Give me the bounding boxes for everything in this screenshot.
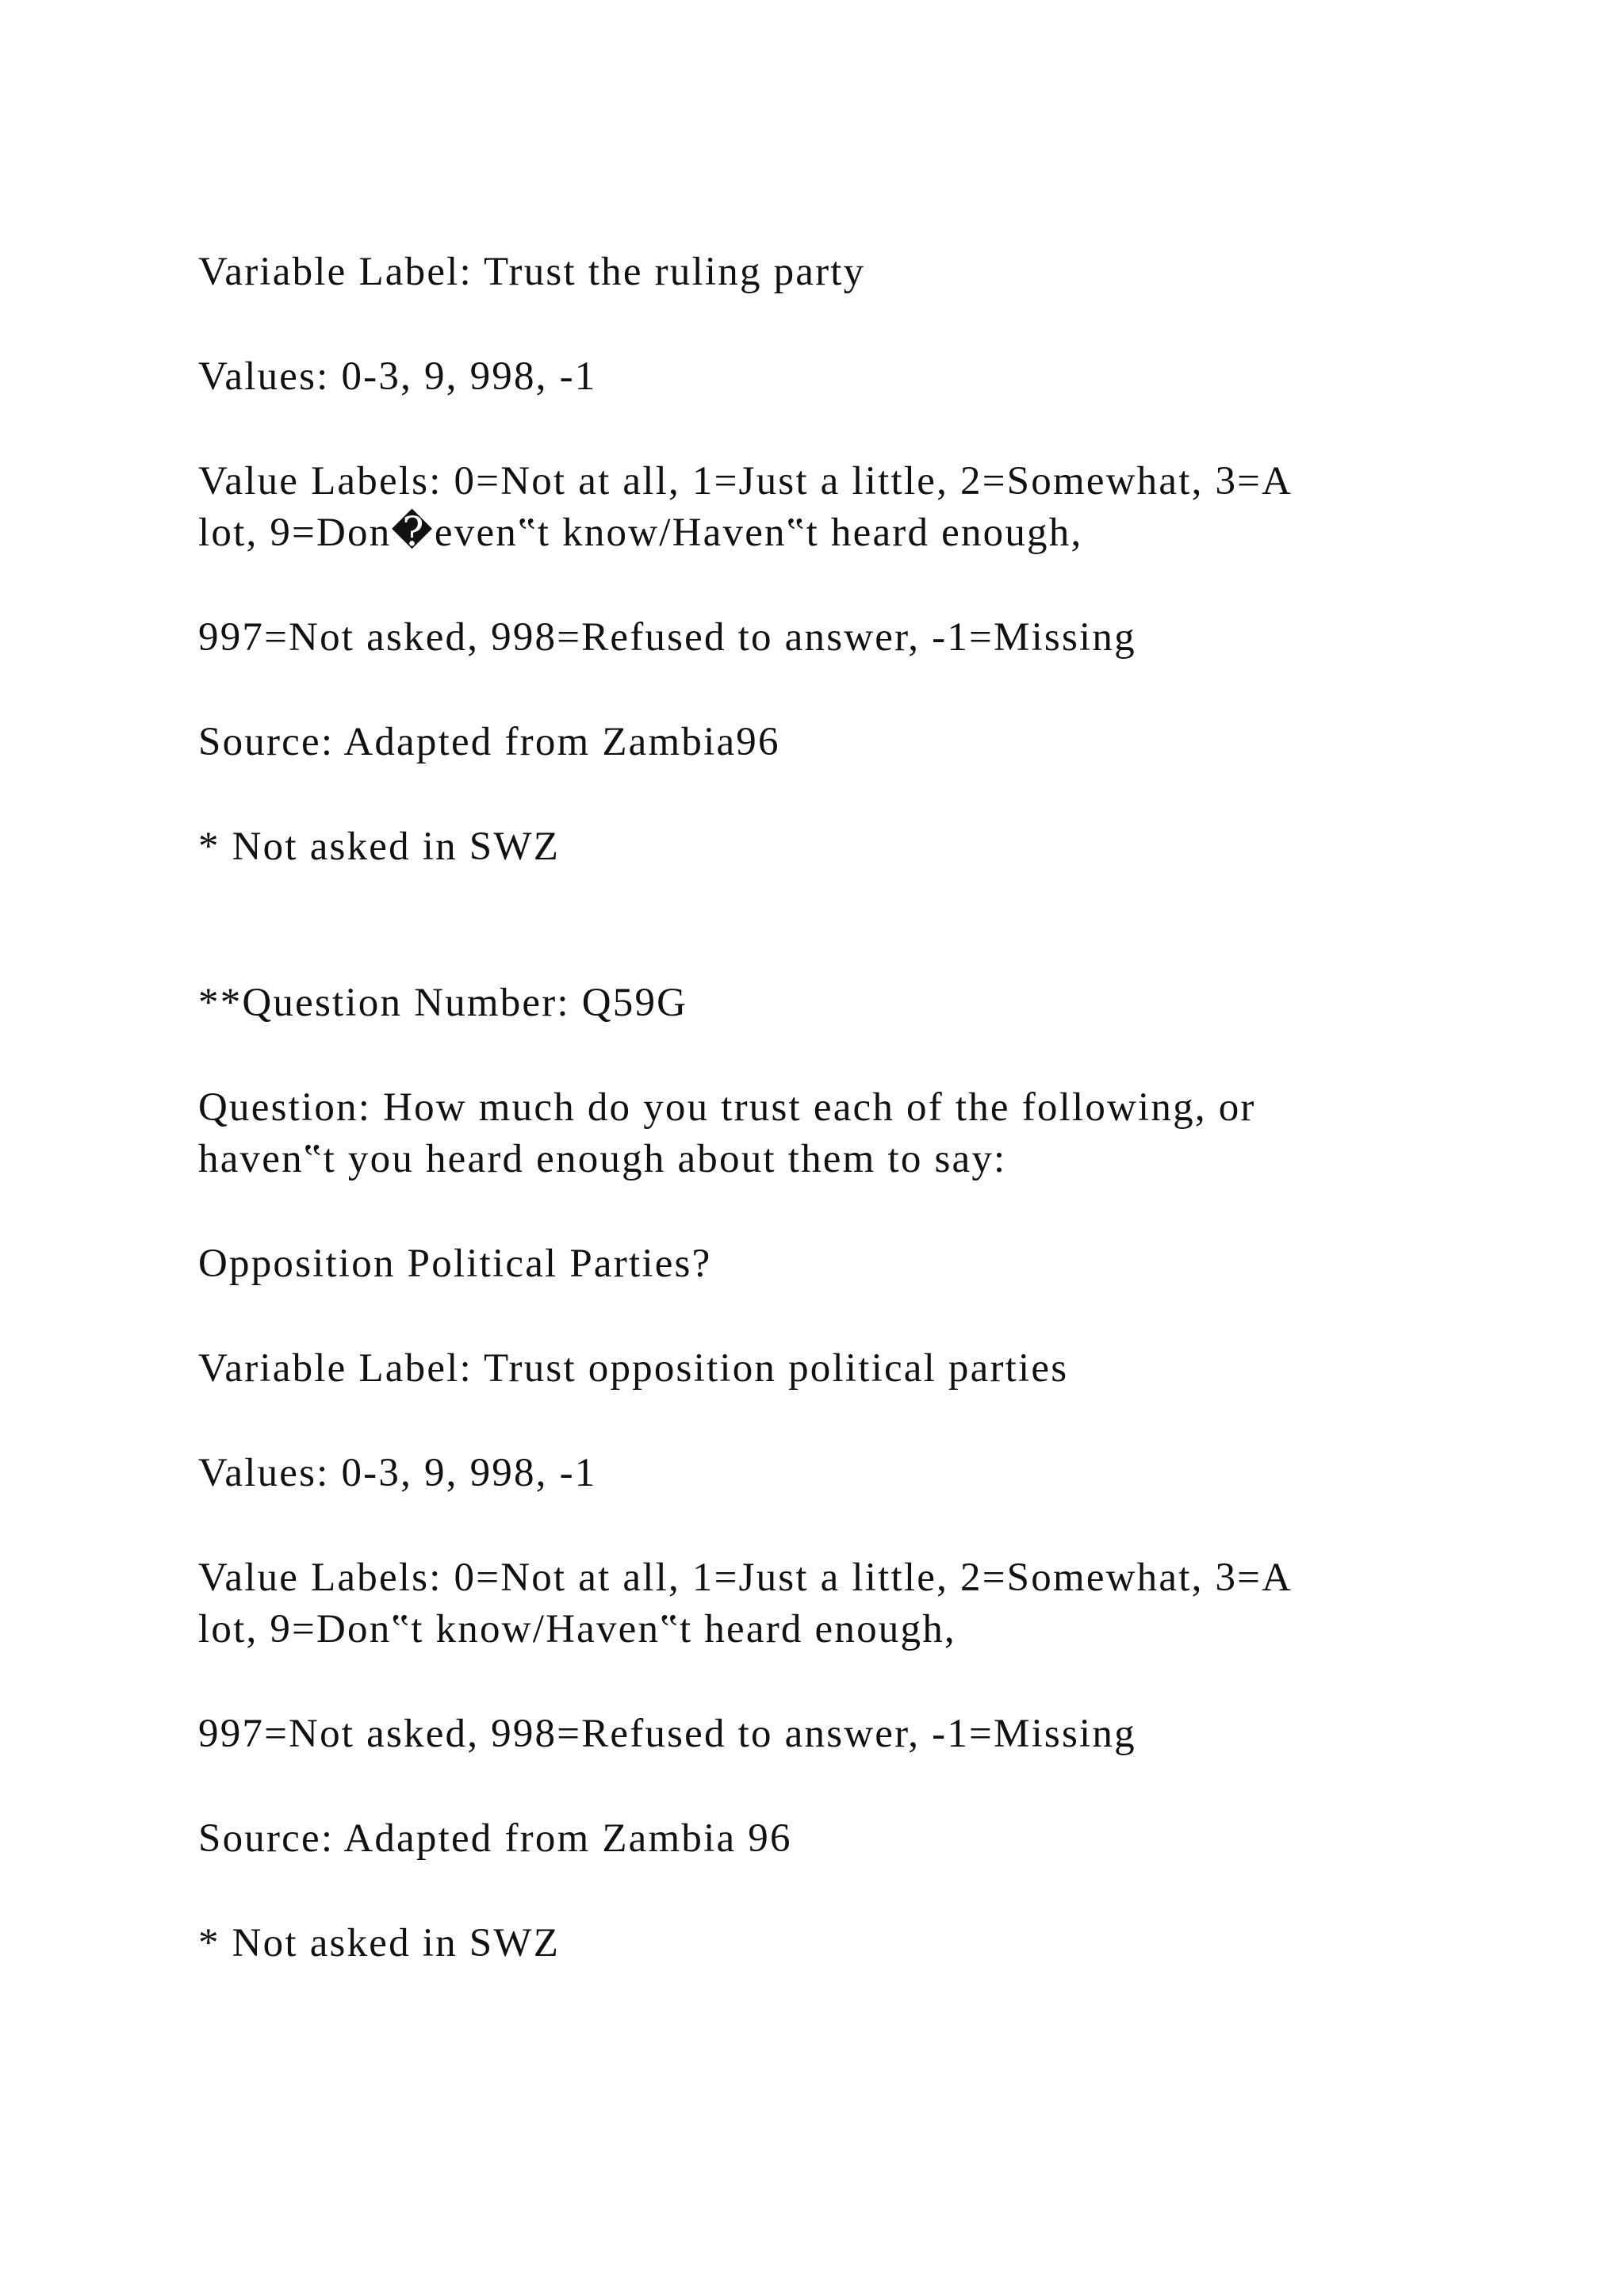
not-asked-note: * Not asked in SWZ [198,1921,561,1965]
question-number: **Question Number: Q59G [198,981,688,1025]
source-line: Source: Adapted from Zambia 96 [198,1816,792,1861]
value-labels-line-2: lot, 9=Don‟t know/Haven‟t heard enough, [198,1607,956,1651]
values-line: Values: 0-3, 9, 998, -1 [198,354,597,399]
source-line: Source: Adapted from Zambia96 [198,720,780,764]
question-line-3: Opposition Political Parties? [198,1242,712,1286]
question-line-2: haven‟t you heard enough about them to say: [198,1137,1007,1181]
value-labels-line-2: lot, 9=Don�even‟t know/Haven‟t heard enough, [198,511,1083,555]
value-labels-line-1: Value Labels: 0=Not at all, 1=Just a little, 2=Somewhat, 3=A [198,1556,1293,1600]
variable-label: Variable Label: Trust opposition political parties [198,1346,1069,1391]
variable-label: Variable Label: Trust the ruling party [198,250,866,294]
value-labels-line-3: 997=Not asked, 998=Refused to answer, -1=Missing [198,1712,1136,1756]
value-labels-line-3: 997=Not asked, 998=Refused to answer, -1=Missing [198,615,1136,660]
question-line-1: Question: How much do you trust each of the following, or [198,1085,1256,1130]
values-line: Values: 0-3, 9, 998, -1 [198,1451,597,1495]
value-labels-line-1: Value Labels: 0=Not at all, 1=Just a little, 2=Somewhat, 3=A [198,459,1293,503]
not-asked-note: * Not asked in SWZ [198,825,561,869]
